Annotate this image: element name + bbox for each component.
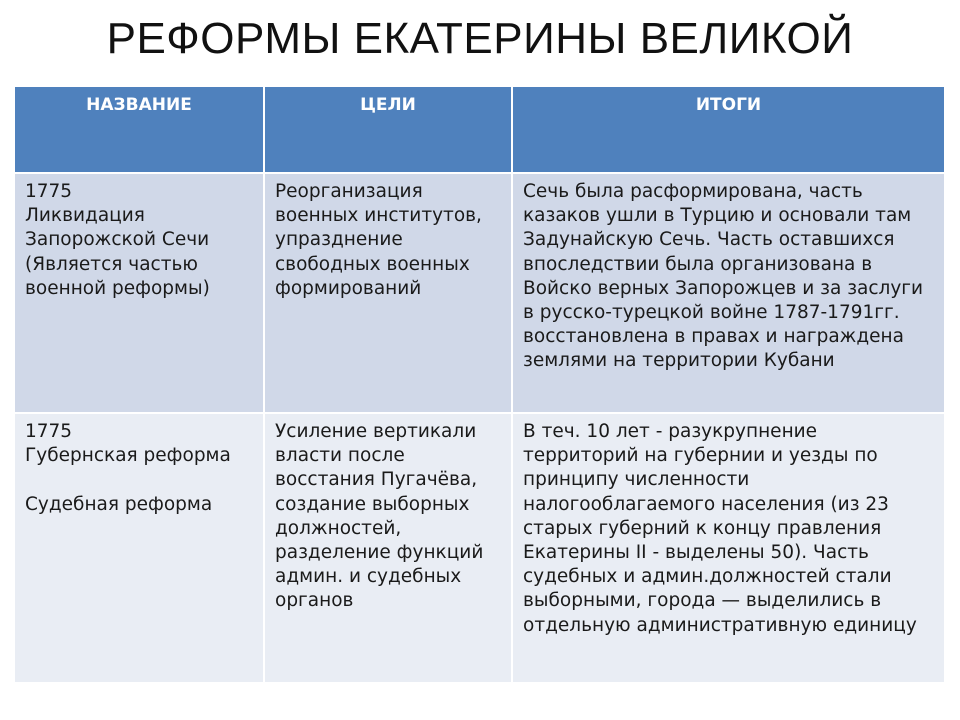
cell-line: налогооблагаемого населения (из 23 bbox=[523, 493, 889, 515]
cell-line: Ликвидация bbox=[25, 205, 145, 227]
column-header-goals: ЦЕЛИ bbox=[264, 87, 512, 173]
reform-year: 1775 bbox=[25, 181, 73, 202]
cell-line: Задунайскую Сечь. Часть оставшихся bbox=[523, 229, 895, 251]
cell-line: судебных и админ.должностей стали bbox=[523, 566, 892, 588]
cell-line: военных институтов, bbox=[275, 205, 482, 227]
reform-name: Губернская реформа bbox=[25, 445, 231, 467]
reform-year: 1775 bbox=[25, 421, 73, 442]
goals-cell bbox=[264, 173, 512, 413]
goals-cell bbox=[264, 413, 512, 682]
cell-line: впоследствии была организована в bbox=[523, 253, 873, 275]
cell-line: Реорганизация bbox=[275, 181, 423, 202]
cell-line: восстания Пугачёва, bbox=[275, 469, 478, 491]
cell-line: формирований bbox=[275, 277, 422, 299]
cell-line: территорий на губернии и уезды по bbox=[523, 445, 878, 467]
cell-line: выборными, города — выделились в bbox=[523, 590, 882, 612]
reform-name: Судебная реформа bbox=[25, 493, 213, 515]
cell-line: (Является частью bbox=[25, 253, 198, 275]
cell-line: отдельную административную единицу bbox=[523, 614, 917, 636]
cell-line: Екатерины II - выделены 50). Часть bbox=[523, 542, 869, 564]
cell-line: старых губерний к концу правления bbox=[523, 517, 882, 539]
table-row bbox=[15, 173, 944, 413]
cell-line: Усиление вертикали bbox=[275, 421, 477, 442]
cell-line: Сечь была расформирована, часть bbox=[523, 181, 863, 202]
results-cell bbox=[512, 173, 944, 413]
column-header-name: НАЗВАНИЕ bbox=[15, 87, 264, 173]
cell-line: создание выборных bbox=[275, 493, 470, 515]
name-cell bbox=[15, 413, 264, 682]
column-header-results: ИТОГИ bbox=[512, 87, 944, 173]
cell-line: Войско верных Запорожцев и за заслуги bbox=[523, 277, 924, 299]
cell-line: Запорожской Сечи bbox=[25, 229, 210, 251]
cell-line: В теч. 10 лет - разукрупнение bbox=[523, 421, 818, 442]
cell-line: должностей, bbox=[275, 517, 402, 539]
cell-line: упразднение bbox=[275, 229, 403, 251]
cell-line: разделение функций bbox=[275, 542, 484, 564]
cell-line: власти после bbox=[275, 445, 405, 467]
table-row bbox=[15, 413, 944, 682]
cell-line: органов bbox=[275, 590, 354, 612]
reforms-table bbox=[15, 87, 944, 682]
table-header-row bbox=[15, 87, 944, 173]
name-cell bbox=[15, 173, 264, 413]
page-title: РЕФОРМЫ ЕКАТЕРИНЫ ВЕЛИКОЙ bbox=[106, 14, 854, 63]
cell-line: в русско-турецкой войне 1787-1791гг. bbox=[523, 302, 900, 324]
cell-line: свободных военных bbox=[275, 253, 470, 275]
results-cell bbox=[512, 413, 944, 682]
cell-line: принципу численности bbox=[523, 469, 750, 491]
spacer bbox=[25, 468, 253, 492]
cell-line: военной реформы) bbox=[25, 277, 210, 299]
cell-line: землями на территории Кубани bbox=[523, 350, 835, 372]
cell-line: админ. и судебных bbox=[275, 566, 462, 588]
cell-line: восстановлена в правах и награждена bbox=[523, 326, 904, 348]
cell-line: казаков ушли в Турцию и основали там bbox=[523, 205, 912, 227]
